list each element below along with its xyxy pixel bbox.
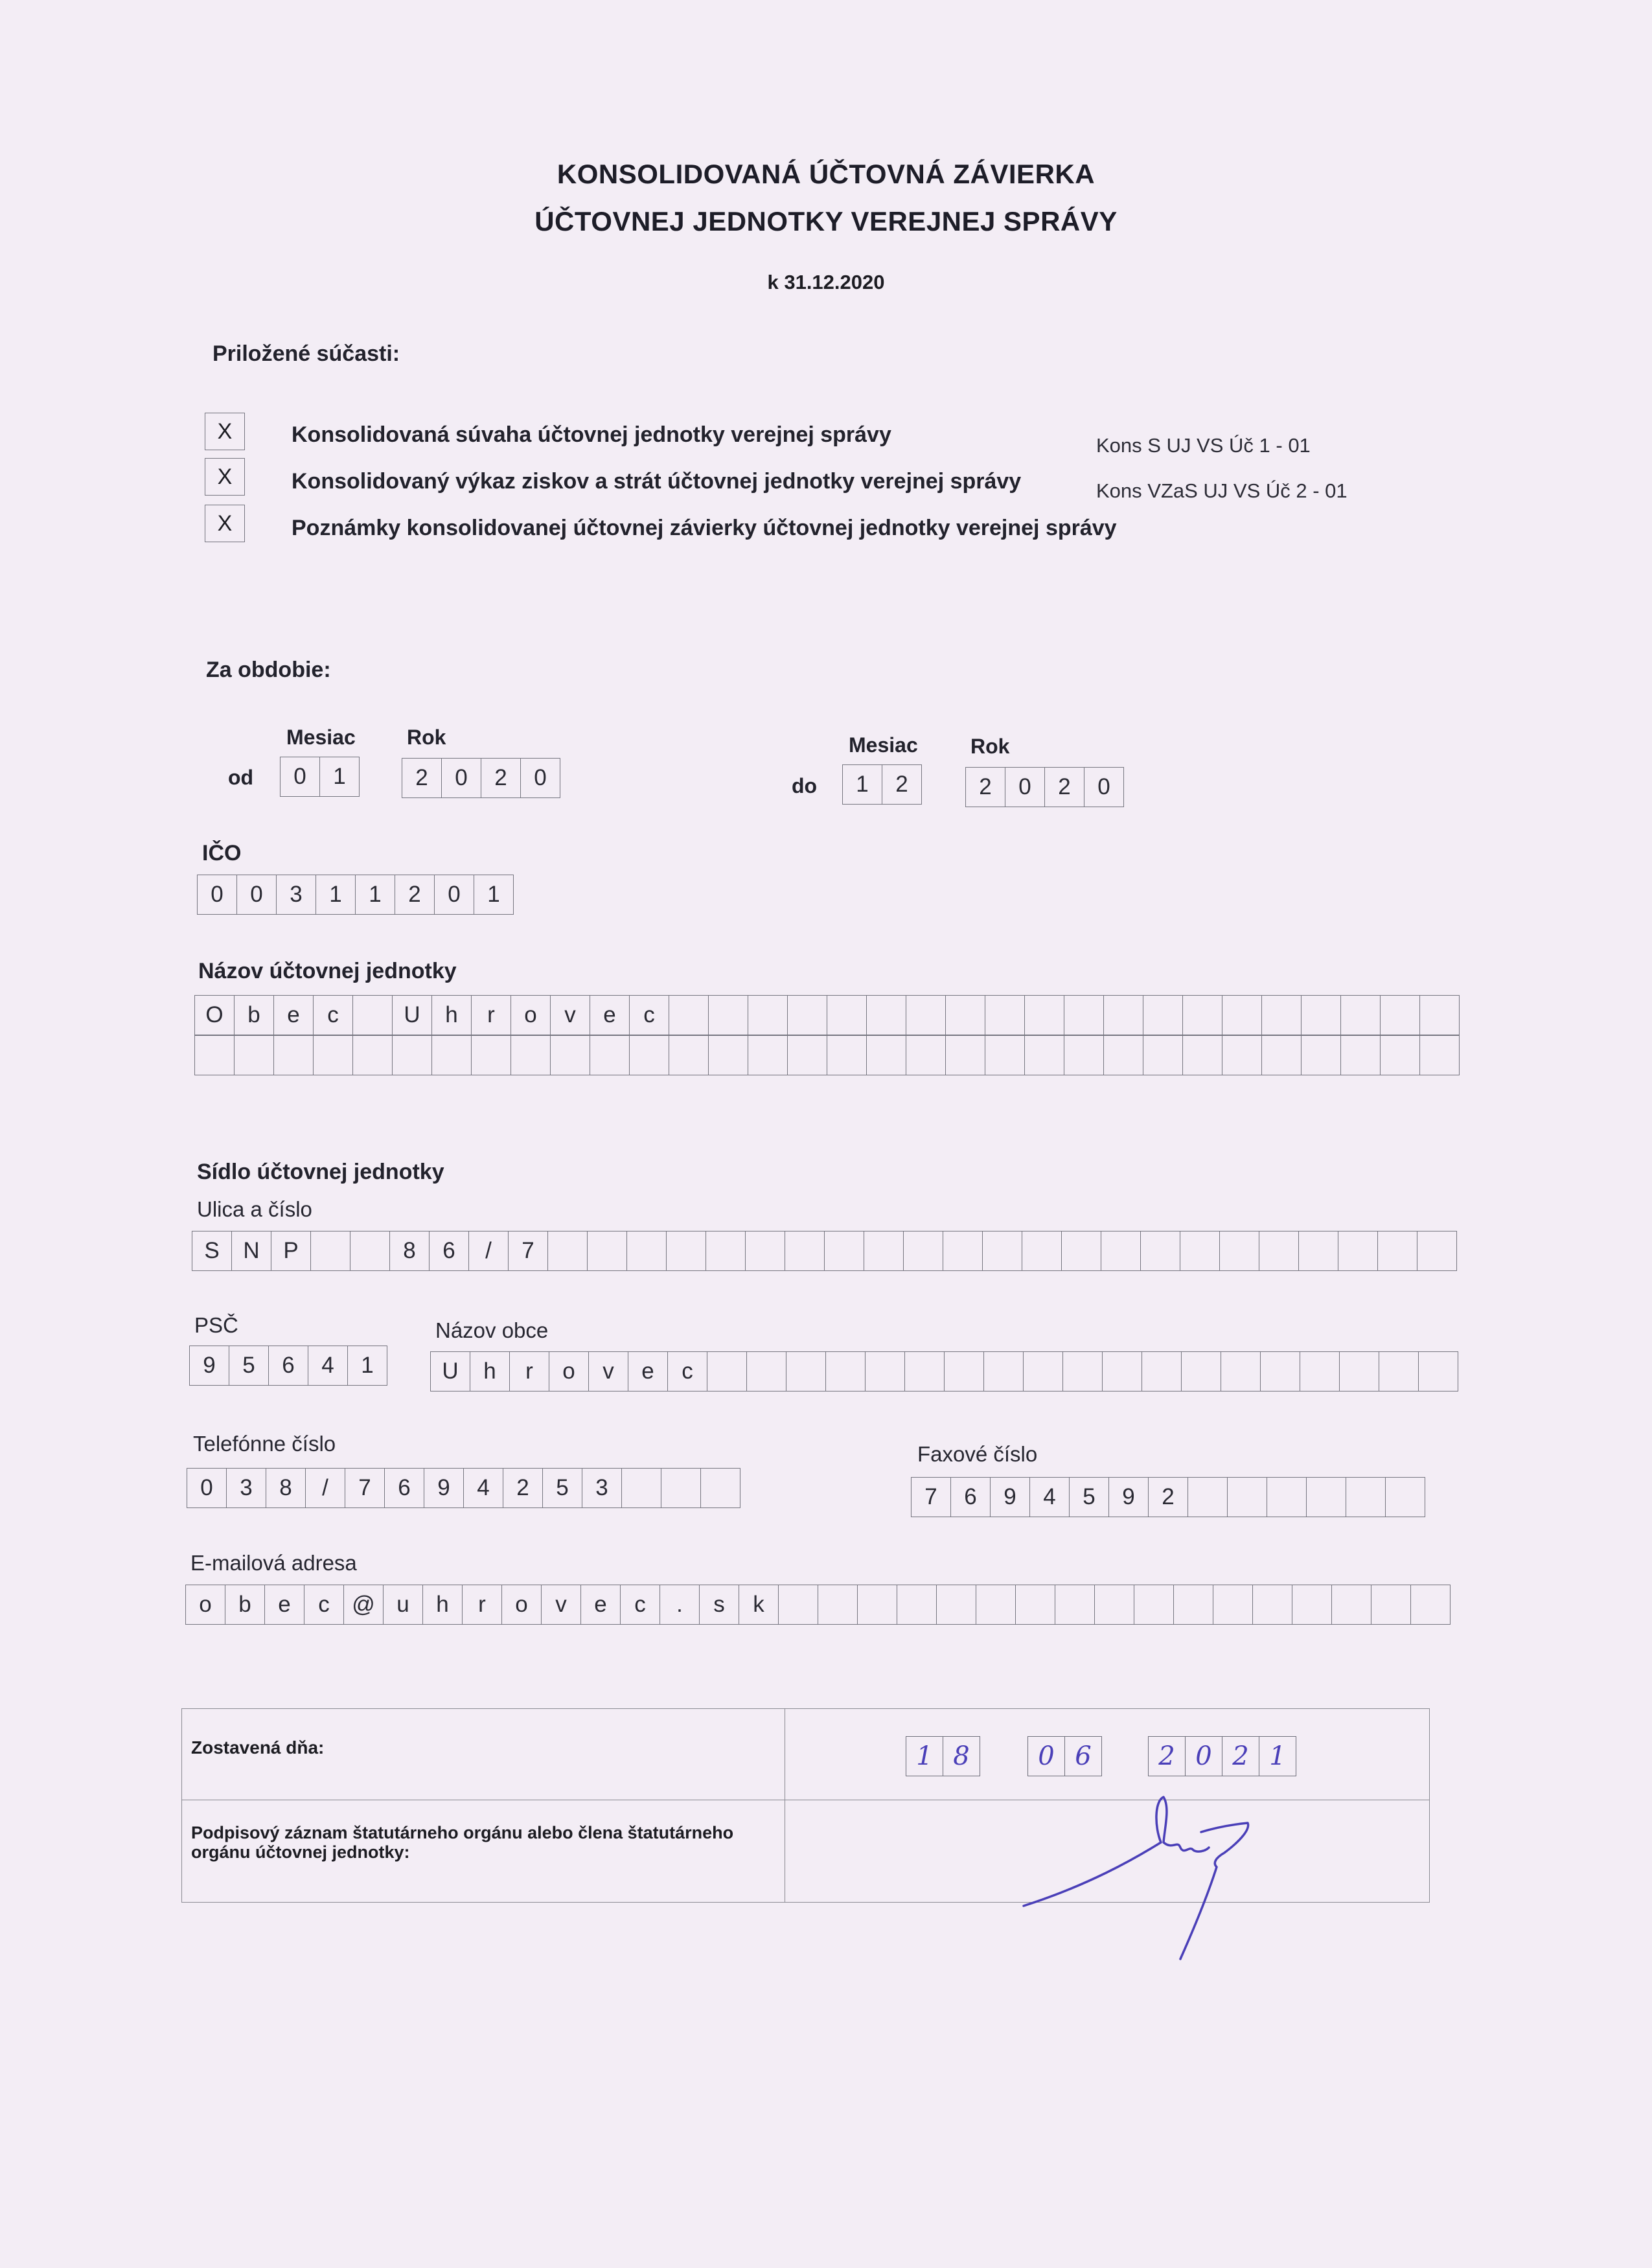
compiled-month-field[interactable] [1027, 1736, 1101, 1776]
char-cell[interactable]: h [470, 1351, 510, 1392]
char-cell[interactable] [985, 995, 1025, 1035]
char-cell[interactable] [748, 1035, 788, 1075]
char-cell[interactable]: / [468, 1231, 509, 1271]
char-cell[interactable]: 7 [911, 1477, 951, 1517]
char-cell[interactable]: 6 [950, 1477, 991, 1517]
char-cell[interactable] [1340, 995, 1381, 1035]
char-cell[interactable] [746, 1351, 786, 1392]
char-cell[interactable] [1222, 1035, 1262, 1075]
char-cell[interactable] [897, 1585, 937, 1625]
char-cell[interactable] [587, 1231, 627, 1271]
char-cell[interactable] [350, 1231, 390, 1271]
char-cell[interactable] [1292, 1585, 1332, 1625]
char-cell[interactable] [865, 1351, 905, 1392]
char-cell[interactable]: c [629, 995, 669, 1035]
char-cell[interactable] [1024, 1035, 1064, 1075]
char-cell[interactable] [985, 1035, 1025, 1075]
char-cell[interactable] [669, 995, 709, 1035]
char-cell[interactable] [936, 1585, 976, 1625]
char-cell[interactable] [313, 1035, 353, 1075]
char-cell[interactable] [1219, 1231, 1259, 1271]
char-cell[interactable] [1261, 1035, 1302, 1075]
char-cell[interactable]: r [471, 995, 511, 1035]
char-cell[interactable]: h [422, 1585, 463, 1625]
char-cell[interactable]: 5 [542, 1468, 582, 1508]
digit-cell[interactable]: 0 [1005, 767, 1045, 807]
char-cell[interactable] [1143, 995, 1183, 1035]
char-cell[interactable] [976, 1585, 1016, 1625]
char-cell[interactable] [352, 1035, 393, 1075]
char-cell[interactable] [864, 1231, 904, 1271]
char-cell[interactable] [669, 1035, 709, 1075]
char-cell[interactable] [748, 995, 788, 1035]
char-cell[interactable] [1024, 995, 1064, 1035]
to-year-label: Rok [970, 735, 1010, 758]
digit-cell[interactable]: 0 [441, 758, 481, 798]
attachment-checkbox-1[interactable]: X [205, 413, 245, 450]
char-cell[interactable] [626, 1231, 667, 1271]
char-cell[interactable]: 4 [463, 1468, 503, 1508]
to-month-field[interactable] [842, 764, 921, 805]
char-cell[interactable]: c [304, 1585, 344, 1625]
char-cell[interactable] [1222, 995, 1262, 1035]
title-line-2: ÚČTOVNEJ JEDNOTKY VEREJNEJ SPRÁVY [534, 206, 1118, 236]
digit-cell[interactable]: 2 [402, 758, 442, 798]
char-cell[interactable] [1140, 1231, 1180, 1271]
street-field[interactable] [192, 1231, 1456, 1271]
handwritten-digit[interactable]: 2 [1148, 1736, 1186, 1776]
char-cell[interactable] [904, 1351, 945, 1392]
email-field[interactable] [185, 1585, 1450, 1625]
char-cell[interactable]: 7 [508, 1231, 548, 1271]
handwritten-digit[interactable]: 6 [1064, 1736, 1102, 1776]
entity-name-row-1[interactable] [194, 995, 1459, 1035]
attachments-label: Priložené súčasti: [212, 341, 400, 366]
char-cell[interactable] [785, 1231, 825, 1271]
attachment-text-2: Konsolidovaný výkaz ziskov a strát účtovnej jednotky verejnej správy [292, 469, 1022, 494]
digit-cell[interactable]: 0 [520, 758, 560, 798]
digit-cell[interactable]: 1 [319, 757, 360, 797]
char-cell[interactable]: O [194, 995, 235, 1035]
char-cell[interactable] [1298, 1231, 1338, 1271]
fax-field[interactable] [911, 1477, 1425, 1517]
char-cell[interactable] [621, 1468, 661, 1508]
char-cell[interactable] [1015, 1585, 1055, 1625]
char-cell[interactable] [1221, 1351, 1261, 1392]
psc-label: PSČ [194, 1313, 238, 1337]
char-cell[interactable]: b [225, 1585, 265, 1625]
compiled-date-label: Zostavená dňa: [191, 1737, 325, 1758]
city-field[interactable] [430, 1351, 1458, 1392]
char-cell[interactable] [1301, 1035, 1341, 1075]
char-cell[interactable]: 6 [384, 1468, 424, 1508]
to-label: do [792, 774, 818, 797]
char-cell[interactable]: e [580, 1585, 621, 1625]
address-section-label: Sídlo účtovnej jednotky [197, 1160, 444, 1184]
signature-label: Podpisový záznam štatutárneho orgánu alebo člena štatutárneho orgánu účtovnej jednotky: [191, 1823, 734, 1862]
char-cell[interactable] [1418, 1351, 1458, 1392]
char-cell[interactable] [471, 1035, 511, 1075]
char-cell[interactable]: e [628, 1351, 668, 1392]
char-cell[interactable] [234, 1035, 274, 1075]
char-cell[interactable] [547, 1231, 588, 1271]
char-cell[interactable]: 0 [434, 875, 474, 915]
char-cell[interactable]: 1 [474, 875, 514, 915]
attachment-code-2: Kons VZaS UJ VS Úč 2 - 01 [1096, 479, 1348, 502]
char-cell[interactable]: 3 [582, 1468, 622, 1508]
char-cell[interactable]: 8 [389, 1231, 430, 1271]
char-cell[interactable] [666, 1231, 706, 1271]
email-label: E-mailová adresa [190, 1551, 357, 1575]
char-cell[interactable]: 4 [308, 1346, 348, 1386]
char-cell[interactable]: b [234, 995, 274, 1035]
char-cell[interactable] [1173, 1585, 1213, 1625]
char-cell[interactable] [1338, 1231, 1378, 1271]
char-cell[interactable]: c [313, 995, 353, 1035]
char-cell[interactable]: o [185, 1585, 225, 1625]
char-cell[interactable] [1182, 995, 1222, 1035]
char-cell[interactable] [1182, 1035, 1222, 1075]
char-cell[interactable] [1102, 1351, 1142, 1392]
char-cell[interactable] [1410, 1585, 1451, 1625]
char-cell[interactable] [1103, 995, 1143, 1035]
char-cell[interactable]: e [590, 995, 630, 1035]
entity-name-row-2[interactable] [194, 1035, 1459, 1075]
char-cell[interactable] [706, 1231, 746, 1271]
char-cell[interactable]: 9 [1108, 1477, 1149, 1517]
char-cell[interactable]: U [430, 1351, 470, 1392]
handwritten-digit[interactable]: 1 [906, 1736, 943, 1776]
char-cell[interactable] [1134, 1585, 1174, 1625]
digit-cell[interactable]: 0 [280, 757, 320, 797]
attachment-text-3: Poznámky konsolidovanej účtovnej závierky účtovnej jednotky verejnej správy [292, 516, 1117, 540]
handwritten-digit[interactable]: 8 [943, 1736, 980, 1776]
char-cell[interactable] [787, 995, 827, 1035]
char-cell[interactable]: s [699, 1585, 739, 1625]
char-cell[interactable]: 1 [355, 875, 395, 915]
char-cell[interactable] [1419, 995, 1460, 1035]
digit-cell[interactable]: 0 [1084, 767, 1124, 807]
char-cell[interactable] [778, 1585, 818, 1625]
char-cell[interactable] [1061, 1231, 1101, 1271]
entity-name-label: Názov účtovnej jednotky [198, 959, 457, 983]
char-cell[interactable]: v [541, 1585, 581, 1625]
char-cell[interactable]: S [192, 1231, 232, 1271]
char-cell[interactable] [866, 995, 906, 1035]
char-cell[interactable] [983, 1351, 1024, 1392]
char-cell[interactable]: 0 [197, 875, 237, 915]
char-cell[interactable] [906, 995, 946, 1035]
char-cell[interactable]: h [431, 995, 472, 1035]
char-cell[interactable] [903, 1231, 943, 1271]
char-cell[interactable] [786, 1351, 826, 1392]
char-cell[interactable]: o [511, 995, 551, 1035]
char-cell[interactable] [825, 1351, 866, 1392]
char-cell[interactable] [1261, 995, 1302, 1035]
char-cell[interactable] [1252, 1585, 1292, 1625]
char-cell[interactable]: v [550, 995, 590, 1035]
char-cell[interactable]: 9 [990, 1477, 1030, 1517]
char-cell[interactable]: 5 [229, 1346, 269, 1386]
char-cell[interactable] [700, 1468, 740, 1508]
title-line-1: KONSOLIDOVANÁ ÚČTOVNÁ ZÁVIERKA [556, 159, 1096, 189]
char-cell[interactable] [818, 1585, 858, 1625]
digit-cell[interactable]: 2 [965, 767, 1005, 807]
char-cell[interactable] [194, 1035, 235, 1075]
char-cell[interactable] [1180, 1231, 1220, 1271]
attachment-checkbox-2[interactable]: X [205, 458, 245, 496]
char-cell[interactable]: 1 [315, 875, 356, 915]
char-cell[interactable] [1379, 1351, 1419, 1392]
psc-field[interactable] [189, 1346, 387, 1386]
from-year-field[interactable] [402, 758, 560, 798]
to-month-label: Mesiac [849, 733, 918, 757]
char-cell[interactable] [1055, 1585, 1095, 1625]
report-date: k 31.12.2020 [767, 271, 885, 293]
attachment-checkbox-3[interactable]: X [205, 505, 245, 542]
char-cell[interactable]: 0 [236, 875, 277, 915]
char-cell[interactable] [1064, 1035, 1104, 1075]
char-cell[interactable]: e [273, 995, 314, 1035]
char-cell[interactable]: r [509, 1351, 549, 1392]
char-cell[interactable] [1103, 1035, 1143, 1075]
period-label: Za obdobie: [206, 658, 331, 682]
char-cell[interactable] [857, 1585, 897, 1625]
char-cell[interactable] [827, 1035, 867, 1075]
char-cell[interactable] [1300, 1351, 1340, 1392]
from-month-field[interactable] [280, 757, 359, 797]
char-cell[interactable] [273, 1035, 314, 1075]
char-cell[interactable] [1301, 995, 1341, 1035]
char-cell[interactable] [550, 1035, 590, 1075]
char-cell[interactable] [1022, 1231, 1062, 1271]
digit-cell[interactable]: 1 [842, 764, 882, 805]
attachment-code-1: Kons S UJ VS Úč 1 - 01 [1096, 434, 1311, 457]
char-cell[interactable]: 3 [226, 1468, 266, 1508]
to-year-field[interactable] [965, 767, 1123, 807]
char-cell[interactable] [906, 1035, 946, 1075]
from-label: od [228, 766, 254, 789]
char-cell[interactable] [629, 1035, 669, 1075]
digit-cell[interactable]: 2 [1044, 767, 1084, 807]
char-cell[interactable]: v [588, 1351, 628, 1392]
ico-label: IČO [202, 841, 242, 865]
char-cell[interactable] [707, 1351, 747, 1392]
char-cell[interactable] [1227, 1477, 1267, 1517]
char-cell[interactable] [1213, 1585, 1253, 1625]
char-cell[interactable] [708, 1035, 748, 1075]
char-cell[interactable]: / [305, 1468, 345, 1508]
char-cell[interactable] [1385, 1477, 1425, 1517]
char-cell[interactable] [1267, 1477, 1307, 1517]
handwritten-digit[interactable]: 0 [1185, 1736, 1222, 1776]
char-cell[interactable]: 6 [429, 1231, 469, 1271]
char-cell[interactable] [1346, 1477, 1386, 1517]
char-cell[interactable] [824, 1231, 864, 1271]
handwritten-signature [1011, 1788, 1296, 1969]
char-cell[interactable] [1181, 1351, 1221, 1392]
char-cell[interactable] [1306, 1477, 1346, 1517]
char-cell[interactable]: k [739, 1585, 779, 1625]
from-year-label: Rok [407, 726, 446, 749]
char-cell[interactable] [1419, 1035, 1460, 1075]
ico-field[interactable] [197, 875, 513, 915]
street-label: Ulica a číslo [197, 1197, 312, 1221]
char-cell[interactable] [945, 1035, 985, 1075]
char-cell[interactable]: 5 [1069, 1477, 1109, 1517]
char-cell[interactable] [866, 1035, 906, 1075]
char-cell[interactable] [827, 995, 867, 1035]
char-cell[interactable]: 6 [268, 1346, 308, 1386]
attachment-text-1: Konsolidovaná súvaha účtovnej jednotky verejnej správy [292, 422, 891, 447]
char-cell[interactable] [1023, 1351, 1063, 1392]
char-cell[interactable] [1094, 1585, 1134, 1625]
char-cell[interactable] [661, 1468, 701, 1508]
char-cell[interactable] [1143, 1035, 1183, 1075]
char-cell[interactable] [1259, 1231, 1299, 1271]
from-month-label: Mesiac [286, 726, 356, 749]
char-cell[interactable] [1141, 1351, 1182, 1392]
char-cell[interactable]: r [462, 1585, 502, 1625]
char-cell[interactable]: 2 [395, 875, 435, 915]
char-cell[interactable] [1331, 1585, 1371, 1625]
char-cell[interactable]: u [383, 1585, 423, 1625]
char-cell[interactable]: c [620, 1585, 660, 1625]
char-cell[interactable] [708, 995, 748, 1035]
compiled-year-field[interactable] [1148, 1736, 1296, 1776]
char-cell[interactable] [1377, 1231, 1417, 1271]
char-cell[interactable]: e [264, 1585, 304, 1625]
char-cell[interactable]: @ [343, 1585, 384, 1625]
char-cell[interactable] [1062, 1351, 1103, 1392]
char-cell[interactable]: 0 [187, 1468, 227, 1508]
char-cell[interactable] [1340, 1035, 1381, 1075]
char-cell[interactable] [745, 1231, 785, 1271]
phone-field[interactable] [187, 1468, 740, 1508]
char-cell[interactable]: 4 [1029, 1477, 1070, 1517]
char-cell[interactable] [1187, 1477, 1228, 1517]
char-cell[interactable] [787, 1035, 827, 1075]
handwritten-digit[interactable]: 1 [1259, 1736, 1296, 1776]
char-cell[interactable]: c [667, 1351, 707, 1392]
char-cell[interactable]: . [660, 1585, 700, 1625]
char-cell[interactable] [431, 1035, 472, 1075]
char-cell[interactable] [1339, 1351, 1379, 1392]
digit-cell[interactable]: 2 [882, 764, 922, 805]
char-cell[interactable]: 8 [266, 1468, 306, 1508]
char-cell[interactable]: 7 [345, 1468, 385, 1508]
char-cell[interactable]: 9 [189, 1346, 229, 1386]
char-cell[interactable] [310, 1231, 350, 1271]
char-cell[interactable]: 1 [347, 1346, 387, 1386]
char-cell[interactable] [1371, 1585, 1411, 1625]
char-cell[interactable] [1260, 1351, 1300, 1392]
char-cell[interactable] [943, 1231, 983, 1271]
char-cell[interactable] [944, 1351, 984, 1392]
char-cell[interactable]: 3 [276, 875, 316, 915]
char-cell[interactable] [352, 995, 393, 1035]
char-cell[interactable] [945, 995, 985, 1035]
char-cell[interactable] [1064, 995, 1104, 1035]
char-cell[interactable]: N [231, 1231, 271, 1271]
char-cell[interactable]: P [271, 1231, 311, 1271]
char-cell[interactable] [590, 1035, 630, 1075]
char-cell[interactable] [392, 1035, 432, 1075]
city-label: Názov obce [435, 1318, 549, 1342]
char-cell[interactable]: 9 [424, 1468, 464, 1508]
compiled-day-field[interactable] [906, 1736, 980, 1776]
char-cell[interactable] [1417, 1231, 1457, 1271]
char-cell[interactable]: o [549, 1351, 589, 1392]
char-cell[interactable] [1380, 995, 1420, 1035]
char-cell[interactable] [1380, 1035, 1420, 1075]
char-cell[interactable] [982, 1231, 1022, 1271]
handwritten-digit[interactable]: 2 [1222, 1736, 1259, 1776]
char-cell[interactable] [1101, 1231, 1141, 1271]
char-cell[interactable] [511, 1035, 551, 1075]
handwritten-digit[interactable]: 0 [1027, 1736, 1065, 1776]
char-cell[interactable]: 2 [503, 1468, 543, 1508]
digit-cell[interactable]: 2 [481, 758, 521, 798]
char-cell[interactable]: 2 [1148, 1477, 1188, 1517]
char-cell[interactable]: U [392, 995, 432, 1035]
phone-label: Telefónne číslo [193, 1432, 336, 1456]
char-cell[interactable]: o [501, 1585, 542, 1625]
fax-label: Faxové číslo [917, 1442, 1038, 1466]
